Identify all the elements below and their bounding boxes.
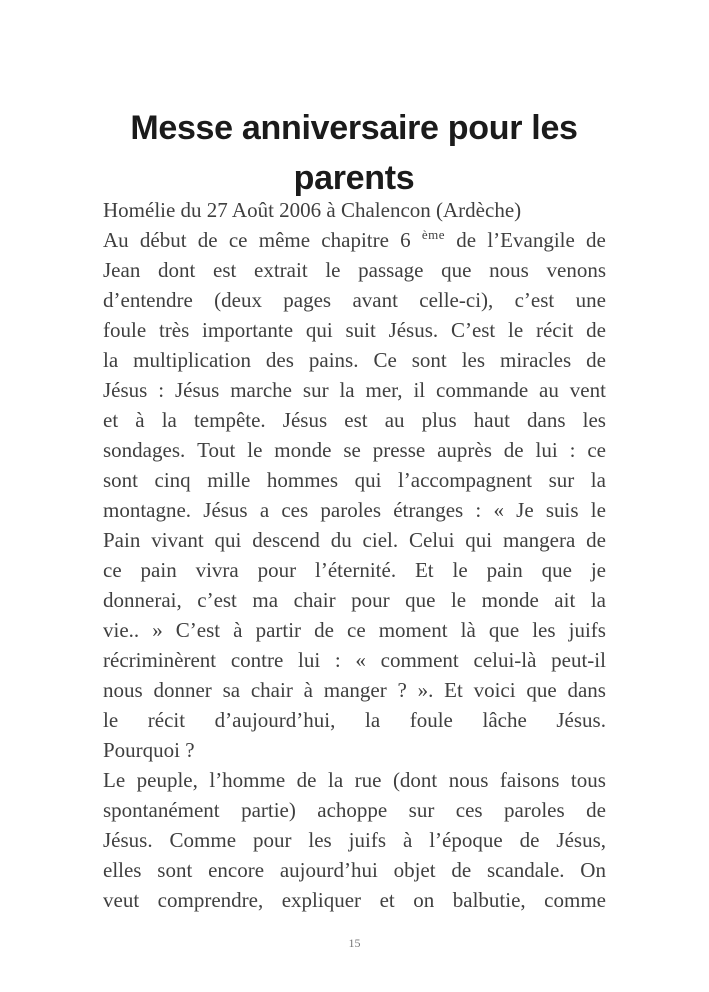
homily-body	[103, 195, 606, 915]
body-line: Jésus : Jésus marche sur la mer, il commande au vent	[103, 378, 606, 402]
body-line: Jean dont est extrait le passage que nous venons	[103, 258, 606, 282]
body-line: sondages. Tout le monde se presse auprès de lui : ce	[103, 438, 606, 462]
body-line: donnerai, c’est ma chair pour que le monde ait la	[103, 588, 606, 612]
superscript-eme: ème	[421, 227, 446, 242]
body-line: spontanément partie) achoppe sur ces paroles de	[103, 798, 606, 822]
body-line: sont cinq mille hommes qui l’accompagnent sur la	[103, 468, 606, 492]
body-line: Jésus. Comme pour les juifs à l’époque de Jésus,	[103, 828, 606, 852]
page-title	[54, 103, 654, 203]
title-line-2: parents	[293, 158, 415, 197]
body-line: montagne. Jésus a ces paroles étranges : « Je suis le	[103, 498, 606, 522]
body-line: d’entendre (deux pages avant celle-ci), c’est une	[103, 288, 606, 312]
body-line: Pain vivant qui descend du ciel. Celui qui mangera de	[103, 528, 606, 552]
body-line: vie.. » C’est à partir de ce moment là que les juifs	[103, 618, 606, 642]
body-line: Au début de ce même chapitre 6 $^{ème}$ de l’Evangile de	[103, 225, 606, 255]
body-line: veut comprendre, expliquer et on balbutie, comme	[103, 888, 606, 912]
body-line: Le peuple, l’homme de la rue (dont nous faisons tous	[103, 768, 606, 792]
body-line: récriminèrent contre lui : « comment celui-là peut-il	[103, 648, 606, 672]
body-line: ce pain vivra pour l’éternité. Et le pain que je	[103, 558, 606, 582]
body-line: elles sont encore aujourd’hui objet de scandale. On	[103, 858, 606, 882]
body-line: le récit d’aujourd’hui, la foule lâche Jésus.	[103, 708, 606, 732]
body-line: nous donner sa chair à manger ? ». Et voici que dans	[103, 678, 606, 702]
body-line-date: Homélie du 27 Août 2006 à Chalencon (Ardèche)	[103, 198, 522, 222]
page-number: 15	[348, 936, 361, 950]
title-line-1: Messe anniversaire pour les	[130, 108, 578, 147]
body-line: la multiplication des pains. Ce sont les miracles de	[103, 348, 606, 372]
body-line-pourquoi: Pourquoi ?	[103, 738, 195, 762]
body-line: et à la tempête. Jésus est au plus haut dans les	[103, 408, 606, 432]
body-line: foule très importante qui suit Jésus. C’est le récit de	[103, 318, 606, 342]
